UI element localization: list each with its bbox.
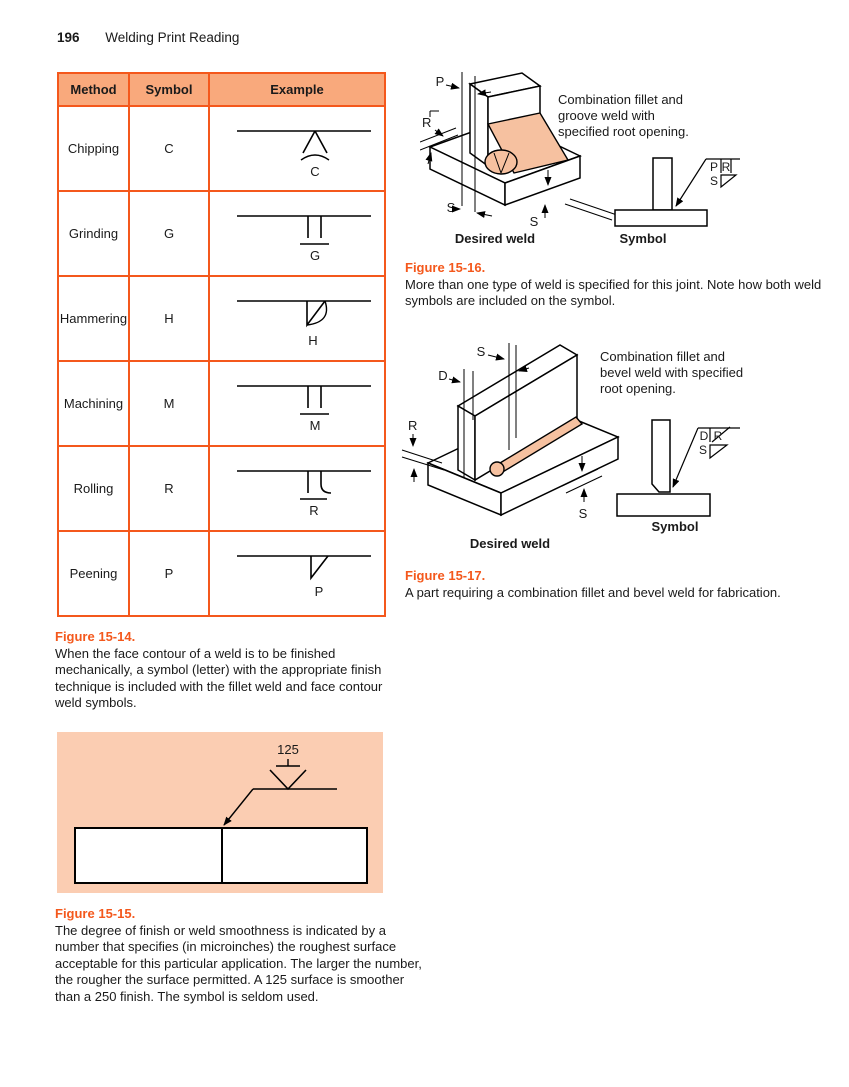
dim-label-s2: S [578, 506, 588, 521]
figure-15-17-caption [405, 568, 785, 601]
figure-15-15-drawing [57, 732, 383, 893]
figure-15-15-caption [55, 906, 425, 1005]
hammering-weld-symbol-drawing [211, 277, 383, 357]
page-number: 196 [57, 30, 80, 45]
symbol-letter-p: P [709, 160, 719, 174]
finish-methods-table [57, 72, 386, 617]
symbol-letter-s: S [698, 443, 708, 457]
method-cell: Peening [58, 531, 129, 616]
finish-number-label: 125 [277, 742, 299, 757]
figure-15-14-label: Figure 15-14. [55, 629, 136, 644]
dim-label-s: S [476, 344, 486, 359]
col-header-example: Example [209, 73, 385, 106]
finish-letter: C [310, 164, 320, 179]
rolling-weld-symbol-drawing [211, 447, 383, 527]
table-row [58, 106, 385, 191]
peening-weld-symbol-drawing [211, 532, 383, 612]
machining-weld-symbol-drawing [211, 362, 383, 442]
figure-15-15-label: Figure 15-15. [55, 906, 136, 921]
finish-letter: H [308, 333, 318, 348]
symbol-cell: M [129, 361, 209, 446]
method-cell: Hammering [58, 276, 129, 361]
table-header-row [58, 73, 385, 106]
figure-15-14-caption [55, 629, 407, 712]
dim-label-r: R [422, 115, 432, 130]
figure-15-16-desired-weld-label: Desired weld [454, 231, 536, 246]
figure-15-16-caption [405, 260, 825, 310]
figure-15-17-desired-weld-label: Desired weld [469, 536, 551, 551]
dim-label-s2: S [529, 214, 539, 229]
symbol-cell: R [129, 446, 209, 531]
symbol-cell: C [129, 106, 209, 191]
chipping-weld-symbol-drawing [211, 107, 383, 187]
table-row [58, 446, 385, 531]
figure-15-16-note: Combination fillet and groove weld with specified root opening. [558, 92, 689, 139]
dim-label-p: P [435, 74, 445, 89]
table-row [58, 361, 385, 446]
finish-letter: G [309, 248, 321, 263]
finish-letter: P [314, 584, 324, 599]
dim-label-d: D [438, 368, 448, 383]
figure-15-16-symbol-label: Symbol [619, 231, 667, 246]
example-cell [209, 106, 385, 191]
dim-label-r: R [408, 418, 418, 433]
figure-15-17-symbol-label: Symbol [651, 519, 699, 534]
method-cell: Rolling [58, 446, 129, 531]
book-title: Welding Print Reading [105, 30, 240, 45]
grinding-weld-symbol-drawing [211, 192, 383, 272]
figure-15-15-text: The degree of finish or weld smoothness is indicated by a number that specifies (in microinches) the roughest surface acceptable for this particular application. The larger the number, the rougher the surface permitted. A 125 surface is smoother than a 250 finish. The symbol is seldom used. [55, 923, 422, 1004]
example-cell [209, 361, 385, 446]
symbol-cell: P [129, 531, 209, 616]
example-cell [209, 191, 385, 276]
symbol-letter-r: R [713, 429, 723, 443]
symbol-letter-s: S [709, 174, 719, 188]
dim-label-s: S [446, 200, 456, 215]
finish-letter: R [309, 503, 319, 518]
symbol-letter-d: D [699, 429, 709, 443]
table-row [58, 276, 385, 361]
method-cell: Chipping [58, 106, 129, 191]
figure-15-17-label: Figure 15-17. [405, 568, 486, 583]
example-cell [209, 531, 385, 616]
figure-15-16-text: More than one type of weld is specified for this joint. Note how both weld symbols are included on the symbol. [405, 277, 822, 309]
figure-15-17-note: Combination fillet and bevel weld with specified root opening. [600, 349, 744, 396]
running-head [57, 30, 239, 45]
method-cell: Grinding [58, 191, 129, 276]
col-header-symbol: Symbol [129, 73, 209, 106]
finish-letter: M [309, 418, 321, 433]
table-row [58, 531, 385, 616]
figure-15-14-text: When the face contour of a weld is to be finished mechanically, a symbol (letter) with the appropriate finish technique is included with the fillet weld and face contour weld symbols. [55, 646, 383, 711]
figure-15-16-drawing [420, 56, 834, 252]
finish-number-symbol-drawing [57, 732, 383, 893]
table-row [58, 191, 385, 276]
figure-15-17-text: A part requiring a combination fillet and bevel weld for fabrication. [405, 585, 781, 600]
symbol-letter-r: R [721, 160, 731, 174]
example-cell [209, 446, 385, 531]
col-header-method: Method [58, 73, 129, 106]
example-cell [209, 276, 385, 361]
figure-15-16-label: Figure 15-16. [405, 260, 486, 275]
method-cell: Machining [58, 361, 129, 446]
symbol-cell: G [129, 191, 209, 276]
symbol-cell: H [129, 276, 209, 361]
